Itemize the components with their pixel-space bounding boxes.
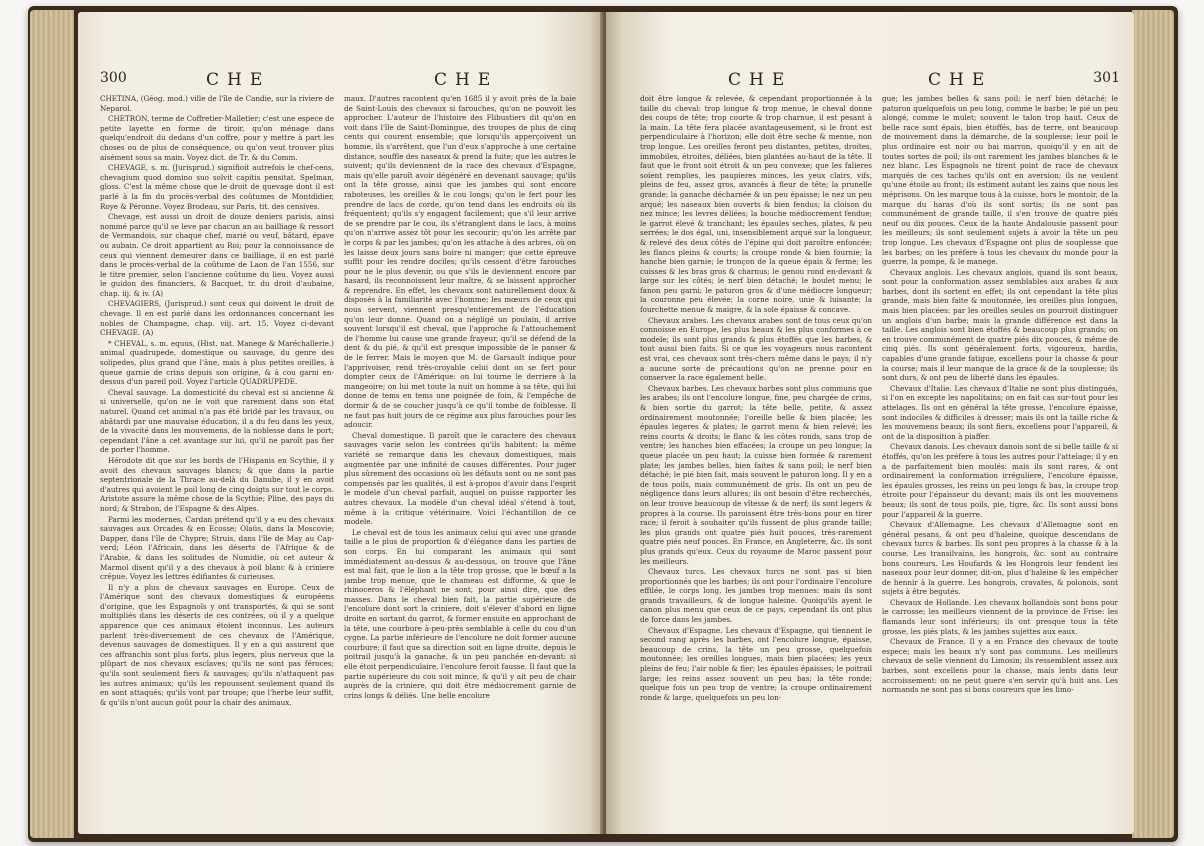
paragraph: * CHEVAL, s. m. equus, (Hist. nat. Manege & Maréchallerie.) animal quadrupede, domestique ou sauvage, du genre des solipedes, plus grand que l'âne, mais à plus petites oreilles, à queue garnie de crins depuis son origine, & à cou garni en-dessus d'un pareil poil. Voyez l'article QUADRUPEDE. [100, 338, 334, 387]
right-column-2 [882, 94, 1118, 814]
left-page-body [78, 94, 604, 814]
right-page-edges [1132, 10, 1174, 838]
left-running-head-2: CHE [434, 70, 499, 90]
paragraph: Il n'y a plus de chevaux sauvages en Europe. Ceux de l'Amérique sont des chevaux domestiques & européens d'origine, que les Espagnols y ont transportés, & qui se sont multipliés dans les déserts de ces contrées, où il y a quelque apparence que ces animaux étoient inconnus. Les auteurs parlent très-diversement de ces chevaux de l'Amérique, devenus sauvages de domestiques. Il y en a qui assurent que ces affranchis sont plus forts, plus legers, plus nerveux que la plûpart de nos chevaux esclaves; qu'ils ne sont pas féroces; qu'ils sont seulement fiers & sauvages; qu'ils n'attaquent pas les autres animaux; qu'ils les repoussent seulement quand ils en sont attaqués; qu'ils vont par troupe; que l'herbe leur suffit, & qu'ils n'ont aucun goût pour la chair des animaux. [100, 582, 334, 707]
right-page-number: 301 [1093, 70, 1120, 86]
left-page [78, 12, 604, 834]
right-running-head-1: CHE [728, 70, 793, 90]
paragraph: Cheval sauvage. La domesticité du cheval est si ancienne & si universelle, qu'on ne le voit que rarement dans son état naturel. Quand cet animal n'a pas été bridé par les travaux, ou abâtardi par une mauvaise éducation, il a du feu dans les yeux, de la vivacité dans les mouvemens, de la noblesse dans le port; cependant l'âne a cet avantage sur lui, qu'il ne paroît pas fier de porter l'homme. [100, 387, 334, 455]
right-running-head-2: CHE [928, 70, 993, 90]
paragraph: Chevaux anglois. Les chevaux anglois, quand ils sont beaux, sont pour la conformation assez semblables aux arabes & aux barbes, dont ils sortent en effet; ils ont cependant la tête plus grande, mais bien faite & moutonnée, les oreilles plus longues, mais bien placées: par les oreilles seules on pourroit distinguer un anglois d'un barbe; mais la grande différence est dans la taille. Les anglois sont bien étoffés & beaucoup plus grands; on en trouve communément de quatre piés dix pouces, & même de cinq piés. Ils sont généralement forts, vigoureux, hardis, capables d'une grande fatigue, excellens pour la chasse & pour la course; mais il leur manque de la grace & de la souplesse; ils sont durs, & ont peu de liberté dans les épaules. [882, 267, 1118, 383]
paragraph: Chevaux barbes. Les chevaux barbes sont plus communs que les arabes; ils ont l'encolure longue, fine, peu chargée de crins, & bien sortie du garrot; la tête belle, petite, & assez ordinairement moutonnée; l'oreille belle & bien placée; les épaules legeres & plates; le garrot menu & bien relevé; les reins courts & droits; le flanc & les côtes ronds, sans trop de ventre; les hanches bien effacées; la croupe un peu longue; la queue placée un peu haut; la cuisse bien formée & rarement plate; les jambes belles, bien faites & sans poil; le nerf bien détaché; le pié bien fait, mais souvent le paturon long. Il y en a de tous poils, mais communément de gris. Ils ont un peu de négligence dans leurs allures; ils ont besoin d'être recherchés, on leur trouve beaucoup de vîtesse & de nerf; ils sont legers & propres à la course. Ils paroissent être très-bons pour en tirer race; il feroit à souhaiter qu'ils fussent de plus grande taille; les plus grands ont quatre piés huit pouces, très-rarement quatre piés neuf pouces. En France, en Angleterre, &c. ils sont plus grands qu'eux. Ceux du royaume de Maroc passent pour les meilleurs. [640, 383, 872, 566]
paragraph: Chevaux arabes. Les chevaux arabes sont de tous ceux qu'on connoisse en Europe, les plus beaux & les plus conformes à ce modele; ils sont plus grands & plus étoffés que les barbes, & tout aussi bien faits. Si ce que les voyageurs nous racontent est vrai, ces chevaux sont très-chers même dans le pays; il n'y a aucune sorte de précautions qu'on ne prenne pour en conserver la race également belle. [640, 315, 872, 383]
paragraph: gue; les jambes belles & sans poil; le nerf bien détaché; le paturon quelquefois un peu long, comme le barbe; le pié un peu alongé, comme le mulet; souvent le talon trop haut. Ceux de belle race sont épais, bien étoffés, bas de terre, ont beaucoup de mouvement dans la démarche, de la souplesse; leur poil le plus ordinaire est noir ou bai marron, quoiqu'il y en ait de toutes sortes de poil; ils ont rarement les jambes blanches & le nez blanc. Les Espagnols ne tirent point de race de chevaux marqués de ces taches qu'ils ont en aversion; ils ne veulent qu'une étoile au front; ils estiment autant les zains que nous les méprisons. On les marque tous à la cuisse, hors le montoir, de la marque du haras d'où ils sont sortis; ils ne sont pas communément de grande taille, il s'en trouve de quatre piés neuf ou dix pouces. Ceux de la haute Andalousie passent pour les meilleurs; ils sont seulement sujets à avoir la tête un peu trop longue. Les chevaux d'Espagne ont plus de souplesse que les barbes; on les préfere à tous les chevaux du monde pour la guerre, la pompe, & le manege. [882, 94, 1118, 267]
paragraph: CHEVAGIERS, (Jurisprud.) sont ceux qui doivent le droit de chevage. Il en est parlé dans les ordonnances concernant les nobles de Champagne, chap. viij. art. 15. Voyez ci-devant CHEVAGE. (A) [100, 299, 334, 338]
left-running-head-1: CHE [206, 70, 271, 90]
paragraph: CHEVAGE, s. m. (Jurisprud.) signifioit autrefois le chef-cens, chevagium quod domino suo solvit capitis pensitat. Spelman, gloss. C'est la même chose que le droit de quevage dont il est parlé à la fin du procès-verbal des coûtumes de Montdidier, Roye & Péronne. Voyez Brodeau, sur Paris, tit. des censives. [100, 163, 334, 211]
paragraph: Chevaux danois. Les chevaux danois sont de si belle taille & si étoffés, qu'on les préfere à tous les autres pour l'attelage; il y en a de parfaitement bien moulés: mais ils sont rares, & ont ordinairement la conformation irréguliere, l'encolure épaisse, les épaules grosses, les reins un peu longs & bas, la croupe trop étroite pour l'épaisseur du devant; mais ils ont les mouvemens beaux; ils sont de tous poils, pie, tigre, &c. Ils sont aussi bons pour l'appareil & la guerre. [882, 442, 1118, 519]
paragraph: Parmi les modernes, Cardan prétend qu'il y a eu des chevaux sauvages aux Orcades & en Ecosse; Olaüs, dans la Moscovie; Dapper, dans l'île de Chypre; Struis, dans l'île de May au Cap-verd; Léon l'Africain, dans les déserts de l'Afrique & de l'Arabie, & dans les solitudes de Numidie, où cet auteur & Marmol disent qu'il y a des chevaux à poil blanc & à criniere crêpue. Voyez les lettres édifiantes & curieuses. [100, 514, 334, 582]
left-page-number: 300 [100, 70, 127, 86]
paragraph: CHETRON, terme de Coffretier-Malletier; c'est une espece de petite layette en forme de tiroir, qu'on ménage dans quelqu'endroit du dedans d'un coffre, pour y mettre à part les choses ou de plus de conséquence, ou qu'on veut trouver plus aisément sous sa main. Voyez dict. de Tr. & du Comm. [100, 114, 334, 162]
right-page-body [606, 94, 1134, 814]
paragraph: Chevaux d'Italie. Les chevaux d'Italie ne sont plus distingués, si l'on en excepte les napolitains; on en fait cas sur-tout pour les attelages. Ils ont en général la tête grosse, l'encolure épaisse, sont indociles & difficiles à dresser; mais ils ont la taille riche & les mouvemens beaux; ils sont fiers, excellens pour l'appareil, & ont de la disposition à piaffer. [882, 383, 1118, 441]
left-column-1 [100, 94, 334, 814]
paragraph: Chevaux d'Allemagne. Les chevaux d'Allemagne sont en général pesans, & ont peu d'haleine, quoique descendans de chevaux turcs & barbes. Ils sont peu propres à la chasse & à la course. Les transilvains, les hongrois, &c. sont au contraire bons coureurs. Les Houfards & les Hongrois leur fendent les naseaux pour leur donner, dit-on, plus d'haleine & les empêcher de hennir à la guerre. Les hongrois, cravates, & polonois, sont sujets à être begutés. [882, 520, 1118, 597]
paragraph: Chevaux de Hollande. Les chevaux hollandois sont bons pour le carrosse; les meilleurs viennent de la province de Frise: les flamands leur sont inférieurs; ils ont presque tous la tête grosse, les piés plats, & les jambes sujettes aux eaux. [882, 597, 1118, 636]
paragraph: Chevaux d'Espagne. Les chevaux d'Espagne, qui tiennent le second rang après les barbes, ont l'encolure longue, épaisse, beaucoup de crins, la tête un peu grosse, quelquefois moutonnée; les oreilles longues, mais bien placées; les yeux pleins de feu; l'air noble & fier; les épaules épaisses; le poitrail large; les reins assez souvent un peu bas; la tête ronde; quelque fois un peu trop de ventre; la croupe ordinairement ronde & large, quelquefois un peu lon- [640, 625, 872, 702]
paragraph: Chevage, est aussi un droit de douze deniers parisis, ainsi nommé parce qu'il se leve par chacun an au bailliage & ressort de Vermandois, sur chaque chef, marié ou veuf, bâtard, épave ou aubain. Ce droit appartient au Roi; pour la connoissance de ceux qui viennent demeurer dans ce bailliage, il en est parlé dans le procès-verbal de la coûtume de Laon de l'an 1556, sur le titre premier, selon l'ancienne coûtume du lieu. Voyez aussi le guidon des financiers, & Bacquet, tr. du droit d'aubaine, chap. iij. & iv. (A) [100, 212, 334, 298]
right-column-1 [640, 94, 872, 814]
paragraph: Hérodote dit que sur les bords de l'Hispanis en Scythie, il y avoit des chevaux sauvages blancs; & que dans la partie septentrionale de la Thrace au-delà du Danube, il y en avoit d'autres qui avoient le poil long de cinq doigts sur tout le corps. Aristote assure la même chose de la Scythie; Pline, des pays du nord; & Strabon, de l'Espagne & des Alpes. [100, 455, 334, 513]
right-page [606, 12, 1134, 834]
paragraph: Chevaux turcs. Les chevaux turcs ne sont pas si bien proportionnés que les barbes; ils ont pour l'ordinaire l'encolure effilée, le corps long, les jambes trop menues: mais ils sont grands travailleurs, & de longue haleine. Quoiqu'ils ayent le canon plus menu que ceux de ce pays, cependant ils ont plus de force dans les jambes. [640, 567, 872, 625]
right-page-header [606, 70, 1134, 92]
paragraph: Le cheval est de tous les animaux celui qui avec une grande taille a le plus de proportion & d'élégance dans les parties de son corps. En lui comparant les animaux qui sont immédiatement au-dessus & au-dessous, on trouve que l'âne est mal fait, que le lion a la tête trop grosse, que le bœuf a la jambe trop menue, que le chameau est difforme, & que le rhinoceros & l'éléphant ne sont, pour ainsi dire, que des masses. Dans le cheval bien fait, la partie supérieure de l'encolure dont sort la criniere, doit s'élever d'abord en ligne droite en sortant du garrot, & former ensuite en approchant de la tête, une courbure à-peu-près semblable à celle du cou d'un cygne. La partie inférieure de l'encolure ne doit former aucune courbure; il faut que sa direction soit en ligne droite, depuis le poitrail jusqu'à la ganache, & un peu panchée en-devant: si elle étoit perpendiculaire, l'encolure feroit fausse. Il faut que la partie supérieure du cou soit mince, & qu'il y ait peu de chair auprès de la criniere, qui doit être médiocrement garnie de crins longs & déliés. Une belle encolure [344, 527, 576, 700]
paragraph: maux. D'autres racontent qu'en 1685 il y avoit près de la baie de Saint-Louis des chevaux si farouches, qu'on ne pouvoit les approcher. L'auteur de l'histoire des Flibustiers dit qu'on en voit dans l'île de Saint-Domingue, des troupes de plus de cinq cents qui courent ensemble; que lorsqu'ils apperçoivent un homme, ils s'arrêtent, que l'un d'eux s'approche à une certaine distance, souffle des naseaux & prend la fuite; que les autres le suivent; qu'ils deviennent de la race des chevaux d'Espagne, mais qu'elle paroît avoir dégénéré en devenant sauvage; qu'ils ont la tête grosse, ainsi que les jambes qui sont encore raboteuses, les oreilles & le cou longs; qu'on le fert pour les prendre de lacs de corde, qu'on tend dans les endroits où ils fréquentent; qu'ils s'y engagent facilement; que s'il leur arrive de se prendre par le cou, ils s'étranglent dans le lacs, à moins qu'on n'arrive assez tôt pour les secourir; qu'on les arrête par le corps & par les jambes; qu'on les attache à des arbres, où on les laisse deux jours sans boire ni manger; que cette épreuve suffit pour les rendre dociles; qu'ils cessent d'être farouches pour ne le plus devenir, ou que s'ils le deviennent encore par hasard, ils reconnoissent leur maître, & se laissent approcher & reprendre. En effet, les chevaux sont naturellement doux & disposés à la familiarité avec l'homme; les mœurs de ceux qui nous servent, viennent presqu'entierement de l'éducation qu'on leur donne. Quand on a négligé un poulain, il arrive souvent lorsqu'il est cheval, que l'approche & l'attouchement de l'homme lui cause une grande frayeur, qu'il se défend de la dent & du pié, & qu'il est presque impossible de le panser & de le ferrer. Mais le moyen que M. de Garsault indique pour l'apprivoiser, rend très-croyable celui dont on se fert pour dompter ceux de l'Amérique: on lui tourne le derriere à la mangeoire; on lui met toute la nuit un homme à sa tête, qui lui donne de tems en tems une poignée de foin, & l'empêche de dormir & de se coucher jusqu'à ce qu'il tombe de foiblesse. Il ne faut pas huit jours de ce régime aux plus farouches pour les adoucir. [344, 94, 576, 430]
left-page-header [78, 70, 604, 92]
paragraph: Cheval domestique. Il paroît que le caractere des chevaux sauvages varie selon les contrées qu'ils habitent: la même variété se remarque dans les chevaux domestiques, mais augmentée par une infinité de causes différentes. Pour juger plus sûrement des occasions où les défauts sont ou ne sont pas compensés par les qualités, il est à-propos d'avoir dans l'esprit le modele d'un cheval parfait, auquel on puisse rapporter les autres chevaux. La modèle d'un cheval idéal s'étend à tout, même à la critique vétérinaire. Voici l'échantillon de ce modele. [344, 430, 576, 527]
paragraph: Chevaux de France. Il y a en France des chevaux de toute espece; mais les beaux n'y sont pas communs. Les meilleurs chevaux de selle viennent du Limosin; ils ressemblent assez aux barbes, sont excellens pour la chasse, mais lents dans leur accroissement: on ne peut guere s'en servir qu'à huit ans. Les normands ne sont pas si bons coureurs que les limo- [882, 637, 1118, 695]
left-column-2 [344, 94, 576, 814]
paragraph: CHETINA, (Géog. mod.) ville de l'île de Candie, sur la riviere de Neparol. [100, 94, 334, 113]
paragraph: doit être longue & relevée, & cependant proportionnée à la taille du cheval: trop longue & trop menue, le cheval donne des coups de tête; trop courte & trop charnue, il est pesant à la main. La tête fera placée avantageusement, si le front est perpendiculaire à l'horizon; elle doit être seche & menue, non trop longue. Les oreilles feront peu distantes, petites, droites, immobiles, étroites, déliées, bien plantées au-haut de la tête. Il faut que le front soit étroit & un peu convexe; que les falieres soient remplies, les paupieres minces, les yeux clairs, vifs, pleins de feu, assez gros, avancés à fleur de tête; la prunelle grande; la ganache décharnée & un peu épaisse; le nez un peu arqué; les naseaux bien ouverts & bien fendus; la cloison du nez mince; les levres déliées; la bouche médiocrement fendue; le garrot élevé & tranchant; les épaules seches, plates, & peu serrées; le dos égal, uni, insensiblement arqué sur la longueur, & relevé des deux côtés de l'épine qui doit paroître enfoncée; les flancs pleins & courts; la croupe ronde & bien fournie; la hanche bien garnie; le tronçon de la queue épais & ferme; les cuisses & les bras gros & charnus; le genou rond en-devant & large sur les côtés; le nerf bien détaché; le boulet menu; le fanon peu garni; le paturon gros & d'une médiocre longueur; la couronne peu élevée; la corne noire, unie & luisante; la fourchette menue & maigre, & la sole épaisse & concave. [640, 94, 872, 315]
left-page-edges [30, 10, 74, 838]
